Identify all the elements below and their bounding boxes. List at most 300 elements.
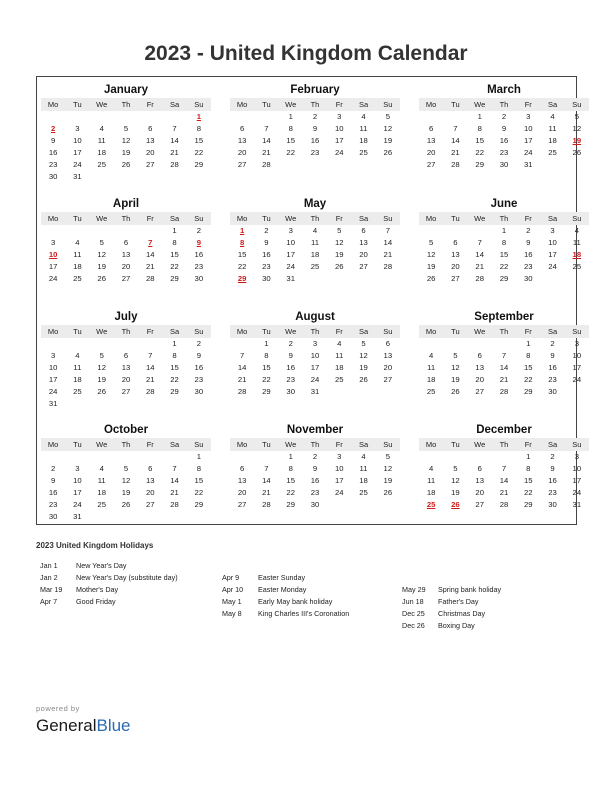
day-cell: 5 (574, 112, 579, 121)
day-cell: 12 (121, 476, 131, 485)
day-cell: 11 (359, 124, 368, 133)
month-name: November (286, 424, 344, 436)
day-cell: 1 (288, 452, 293, 461)
day-cell: 14 (237, 363, 247, 372)
day-cell: 22 (523, 375, 533, 384)
holiday-date: Dec 25 (402, 609, 425, 618)
day-cell: 5 (99, 238, 104, 247)
day-cell: 3 (288, 226, 293, 235)
empty-day-cell (419, 451, 443, 463)
week-row (230, 135, 400, 147)
week-row (230, 159, 400, 171)
day-cell: 10 (572, 351, 582, 360)
weekday-label: Tu (451, 214, 460, 223)
weekday-label: Mo (47, 100, 59, 109)
day-cell: 8 (196, 464, 201, 473)
weekday-header (41, 212, 211, 225)
day-cell: 14 (475, 250, 484, 259)
empty-day-cell (114, 511, 138, 523)
day-cell: 3 (51, 351, 56, 360)
empty-day-cell (351, 386, 375, 398)
holiday-name: Mother's Day (76, 585, 119, 594)
week-row (419, 386, 589, 398)
day-cell: 4 (99, 464, 104, 473)
week-row (230, 273, 400, 285)
day-cell: 16 (194, 363, 204, 372)
weekday-label: Tu (73, 327, 82, 336)
weekday-label: Tu (451, 100, 460, 109)
weekday-label: Su (572, 440, 582, 449)
day-cell: 6 (123, 238, 129, 247)
holiday-name: Father's Day (438, 597, 479, 606)
holiday-date: Dec 26 (402, 621, 425, 630)
weekday-header (41, 438, 211, 451)
empty-day-cell (327, 386, 351, 398)
day-cell: 31 (286, 274, 295, 283)
day-cell: 8 (172, 351, 177, 360)
day-cell: 5 (123, 464, 129, 473)
holiday-name: Good Friday (76, 597, 116, 606)
day-cell: 24 (73, 160, 82, 169)
empty-day-cell (376, 273, 400, 285)
day-cell: 23 (194, 375, 204, 384)
weekday-label: Mo (236, 440, 248, 449)
week-row (41, 225, 211, 237)
day-cell: 25 (334, 375, 344, 384)
day-cell: 17 (286, 250, 295, 259)
day-cell: 16 (262, 250, 271, 259)
week-row (419, 362, 589, 374)
day-cell: 5 (99, 351, 104, 360)
day-cell: 26 (334, 262, 344, 271)
day-cell: 16 (48, 488, 58, 497)
weekday-label: Sa (169, 214, 180, 223)
day-cell: 16 (499, 136, 509, 145)
day-cell: 29 (170, 387, 179, 396)
weekday-label: Su (383, 214, 393, 223)
day-cell: 23 (48, 160, 58, 169)
weekday-label: Tu (73, 100, 82, 109)
day-cell: 7 (264, 464, 269, 473)
weekday-label: We (474, 214, 486, 223)
empty-day-cell (351, 499, 375, 511)
day-cell: 17 (334, 136, 344, 145)
day-cell: 1 (172, 226, 177, 235)
month-april (41, 197, 211, 285)
month-name: February (290, 84, 340, 96)
day-cell: 8 (288, 124, 293, 133)
week-row (41, 159, 211, 171)
empty-day-cell (187, 398, 211, 410)
day-cell: 24 (572, 375, 582, 384)
day-cell: 30 (48, 172, 58, 181)
day-cell: 18 (426, 488, 436, 497)
weekday-label: Su (383, 100, 393, 109)
day-cell: 24 (523, 148, 533, 157)
day-cell: 26 (359, 375, 368, 384)
day-cell: 13 (145, 136, 155, 145)
generalblue-logo[interactable] (36, 716, 131, 736)
empty-day-cell (90, 171, 114, 183)
empty-day-cell (162, 451, 186, 463)
weekday-label: Fr (335, 100, 343, 109)
day-cell: 7 (385, 226, 390, 235)
day-cell: 10 (48, 363, 58, 372)
day-cell: 6 (361, 226, 366, 235)
day-cell: 8 (288, 464, 293, 473)
weekday-label: Th (121, 100, 131, 109)
brand-part1: General (36, 716, 97, 735)
holiday-name: Christmas Day (438, 609, 486, 618)
day-cell: 3 (526, 112, 531, 121)
day-cell: 6 (240, 464, 245, 473)
day-cell: 18 (73, 375, 82, 384)
weekday-label: Sa (547, 327, 558, 336)
week-row (41, 237, 211, 249)
day-cell: 15 (194, 136, 204, 145)
holiday-item (402, 620, 582, 632)
holiday-item (40, 584, 220, 596)
weekday-label: Mo (236, 214, 248, 223)
day-cell: 9 (526, 238, 531, 247)
empty-day-cell (138, 111, 162, 123)
weekday-label: Sa (358, 327, 369, 336)
month-name: December (476, 424, 532, 436)
day-cell: 22 (170, 375, 179, 384)
day-cell: 17 (572, 476, 582, 485)
day-cell: 25 (359, 148, 368, 157)
week-row (41, 511, 211, 523)
weekday-header (230, 325, 400, 338)
weekday-header (41, 98, 211, 111)
day-cell: 9 (550, 464, 555, 473)
weekday-label: Mo (236, 327, 248, 336)
day-cell: 20 (237, 488, 247, 497)
week-row (41, 111, 211, 123)
day-cell: 2 (196, 226, 201, 235)
month-march (419, 83, 589, 171)
empty-day-cell (138, 338, 162, 350)
week-row (419, 135, 589, 147)
holiday-name: Early May bank holiday (258, 597, 333, 606)
day-cell: 20 (237, 148, 247, 157)
day-cell: 20 (383, 363, 393, 372)
holiday-name: Easter Sunday (258, 573, 306, 582)
weekday-label: Sa (169, 327, 180, 336)
holiday-day-cell: 8 (240, 238, 245, 247)
day-cell: 11 (548, 124, 557, 133)
day-cell: 31 (73, 512, 82, 521)
week-row (419, 451, 589, 463)
empty-day-cell (41, 451, 65, 463)
empty-day-cell (162, 111, 186, 123)
empty-day-cell (114, 111, 138, 123)
day-cell: 20 (451, 262, 460, 271)
day-cell: 3 (75, 464, 80, 473)
day-cell: 17 (73, 148, 82, 157)
day-cell: 8 (264, 351, 269, 360)
day-cell: 11 (310, 238, 319, 247)
day-cell: 22 (286, 148, 295, 157)
week-row (230, 147, 400, 159)
day-cell: 25 (572, 262, 582, 271)
weekday-label: Fr (146, 327, 154, 336)
empty-day-cell (41, 338, 65, 350)
day-cell: 14 (170, 136, 179, 145)
month-name: September (474, 311, 534, 323)
empty-day-cell (65, 451, 89, 463)
day-cell: 9 (51, 476, 56, 485)
day-cell: 19 (121, 488, 131, 497)
day-cell: 28 (145, 387, 155, 396)
empty-day-cell (468, 338, 492, 350)
month-name: June (490, 198, 518, 210)
day-cell: 7 (501, 351, 507, 360)
calendar-grid (36, 76, 582, 525)
day-cell: 2 (196, 339, 201, 348)
day-cell: 10 (286, 238, 295, 247)
day-cell: 5 (123, 124, 129, 133)
empty-day-cell (114, 398, 138, 410)
empty-day-cell (230, 338, 254, 350)
weekday-header (230, 98, 400, 111)
weekday-label: Sa (547, 214, 558, 223)
day-cell: 21 (145, 262, 155, 271)
holiday-date: Jan 2 (40, 573, 58, 582)
day-cell: 28 (475, 274, 484, 283)
day-cell: 11 (97, 136, 106, 145)
empty-day-cell (376, 386, 400, 398)
day-cell: 15 (523, 363, 533, 372)
empty-day-cell (419, 111, 443, 123)
day-cell: 12 (426, 250, 436, 259)
month-name: April (112, 198, 140, 210)
empty-day-cell (376, 159, 400, 171)
day-cell: 31 (523, 160, 533, 169)
weekday-label: Fr (146, 214, 154, 223)
day-cell: 18 (97, 148, 106, 157)
weekday-label: Sa (169, 440, 180, 449)
day-cell: 14 (262, 136, 271, 145)
holiday-date: Apr 7 (40, 597, 58, 606)
day-cell: 13 (237, 476, 247, 485)
week-row (419, 273, 589, 285)
day-cell: 21 (170, 488, 179, 497)
weekday-label: Th (121, 214, 131, 223)
weekday-header (230, 438, 400, 451)
week-row (41, 261, 211, 273)
day-cell: 13 (383, 351, 393, 360)
week-row (230, 451, 400, 463)
weekday-label: Fr (335, 214, 343, 223)
day-cell: 1 (501, 226, 507, 235)
week-row (419, 225, 589, 237)
day-cell: 6 (453, 238, 458, 247)
holidays-title: 2023 United Kingdom Holidays (36, 541, 154, 550)
day-cell: 29 (523, 500, 533, 509)
day-cell: 12 (334, 238, 344, 247)
holiday-day-cell: 26 (451, 500, 460, 509)
day-cell: 23 (286, 375, 295, 384)
week-row (41, 386, 211, 398)
week-row (41, 487, 211, 499)
empty-day-cell (114, 451, 138, 463)
empty-day-cell (351, 273, 375, 285)
day-cell: 22 (475, 148, 484, 157)
day-cell: 17 (523, 136, 533, 145)
day-cell: 2 (288, 339, 293, 348)
week-row (419, 261, 589, 273)
day-cell: 3 (75, 124, 80, 133)
day-cell: 8 (526, 464, 531, 473)
day-cell: 29 (262, 387, 271, 396)
day-cell: 7 (501, 464, 507, 473)
day-cell: 16 (286, 363, 295, 372)
day-cell: 27 (383, 375, 393, 384)
empty-day-cell (327, 499, 351, 511)
holiday-date: Jun 18 (402, 597, 424, 606)
empty-day-cell (492, 338, 516, 350)
day-cell: 23 (194, 262, 204, 271)
day-cell: 19 (97, 375, 106, 384)
day-cell: 4 (99, 124, 104, 133)
day-cell: 3 (337, 452, 342, 461)
day-cell: 7 (172, 124, 177, 133)
day-cell: 23 (262, 262, 271, 271)
day-cell: 1 (526, 339, 531, 348)
day-cell: 20 (359, 250, 368, 259)
day-cell: 2 (526, 226, 531, 235)
holiday-item (40, 572, 220, 584)
day-cell: 25 (73, 274, 82, 283)
empty-day-cell (254, 451, 278, 463)
week-row (419, 487, 589, 499)
week-row (230, 350, 400, 362)
day-cell: 21 (145, 375, 155, 384)
day-cell: 20 (121, 375, 131, 384)
day-cell: 2 (264, 226, 269, 235)
day-cell: 28 (262, 500, 271, 509)
day-cell: 8 (526, 351, 531, 360)
day-cell: 22 (262, 375, 271, 384)
day-cell: 26 (451, 387, 460, 396)
day-cell: 17 (310, 363, 320, 372)
day-cell: 12 (572, 124, 582, 133)
day-cell: 15 (170, 250, 179, 259)
holiday-name: King Charles III's Coronation (258, 609, 350, 618)
day-cell: 11 (73, 250, 82, 259)
day-cell: 13 (475, 476, 484, 485)
day-cell: 21 (499, 488, 509, 497)
day-cell: 17 (548, 250, 557, 259)
day-cell: 19 (451, 375, 460, 384)
weekday-label: Su (572, 327, 582, 336)
weekday-label: Tu (262, 214, 271, 223)
day-cell: 19 (451, 488, 460, 497)
weekday-label: We (474, 440, 486, 449)
day-cell: 24 (334, 488, 344, 497)
weekday-label: Th (499, 100, 509, 109)
empty-day-cell (65, 338, 89, 350)
holiday-day-cell: 25 (426, 500, 436, 509)
day-cell: 4 (312, 226, 318, 235)
empty-day-cell (443, 451, 467, 463)
day-cell: 13 (121, 250, 131, 259)
week-row (41, 362, 211, 374)
week-row (230, 487, 400, 499)
holiday-item (222, 572, 402, 584)
day-cell: 19 (383, 476, 393, 485)
empty-day-cell (279, 159, 303, 171)
holiday-name: Spring bank holiday (438, 585, 502, 594)
empty-day-cell (565, 386, 589, 398)
week-row (230, 362, 400, 374)
day-cell: 25 (97, 160, 106, 169)
day-cell: 28 (237, 387, 247, 396)
day-cell: 26 (97, 387, 106, 396)
weekday-label: Sa (358, 440, 369, 449)
weekday-label: Su (194, 214, 204, 223)
day-cell: 24 (310, 375, 320, 384)
weekday-label: Su (383, 327, 393, 336)
weekday-label: We (474, 100, 486, 109)
week-row (419, 159, 589, 171)
day-cell: 18 (359, 476, 368, 485)
day-cell: 23 (310, 148, 320, 157)
day-cell: 24 (334, 148, 344, 157)
day-cell: 11 (427, 363, 436, 372)
weekday-header (419, 98, 589, 111)
week-row (419, 147, 589, 159)
day-cell: 22 (286, 488, 295, 497)
day-cell: 27 (475, 500, 484, 509)
weekday-label: Su (572, 214, 582, 223)
day-cell: 26 (121, 160, 131, 169)
empty-day-cell (162, 171, 186, 183)
weekday-label: We (96, 440, 108, 449)
day-cell: 9 (51, 136, 56, 145)
empty-day-cell (114, 225, 138, 237)
week-row (419, 374, 589, 386)
holiday-column (222, 572, 402, 620)
empty-day-cell (90, 111, 114, 123)
day-cell: 28 (145, 274, 155, 283)
week-row (419, 350, 589, 362)
empty-day-cell (230, 451, 254, 463)
day-cell: 4 (361, 112, 366, 121)
day-cell: 25 (426, 387, 436, 396)
day-cell: 23 (310, 488, 320, 497)
empty-day-cell (468, 451, 492, 463)
week-row (419, 123, 589, 135)
day-cell: 19 (97, 262, 106, 271)
weekday-label: Mo (47, 214, 59, 223)
day-cell: 16 (310, 136, 320, 145)
day-cell: 15 (475, 136, 484, 145)
day-cell: 4 (75, 351, 80, 360)
weekday-label: Fr (146, 100, 154, 109)
empty-day-cell (114, 171, 138, 183)
day-cell: 21 (262, 148, 271, 157)
day-cell: 15 (170, 363, 179, 372)
day-cell: 29 (194, 160, 204, 169)
day-cell: 5 (429, 238, 434, 247)
day-cell: 11 (427, 476, 436, 485)
holiday-name: Easter Monday (258, 585, 307, 594)
day-cell: 2 (501, 112, 507, 121)
weekday-label: Su (194, 327, 204, 336)
month-name: May (303, 198, 327, 210)
